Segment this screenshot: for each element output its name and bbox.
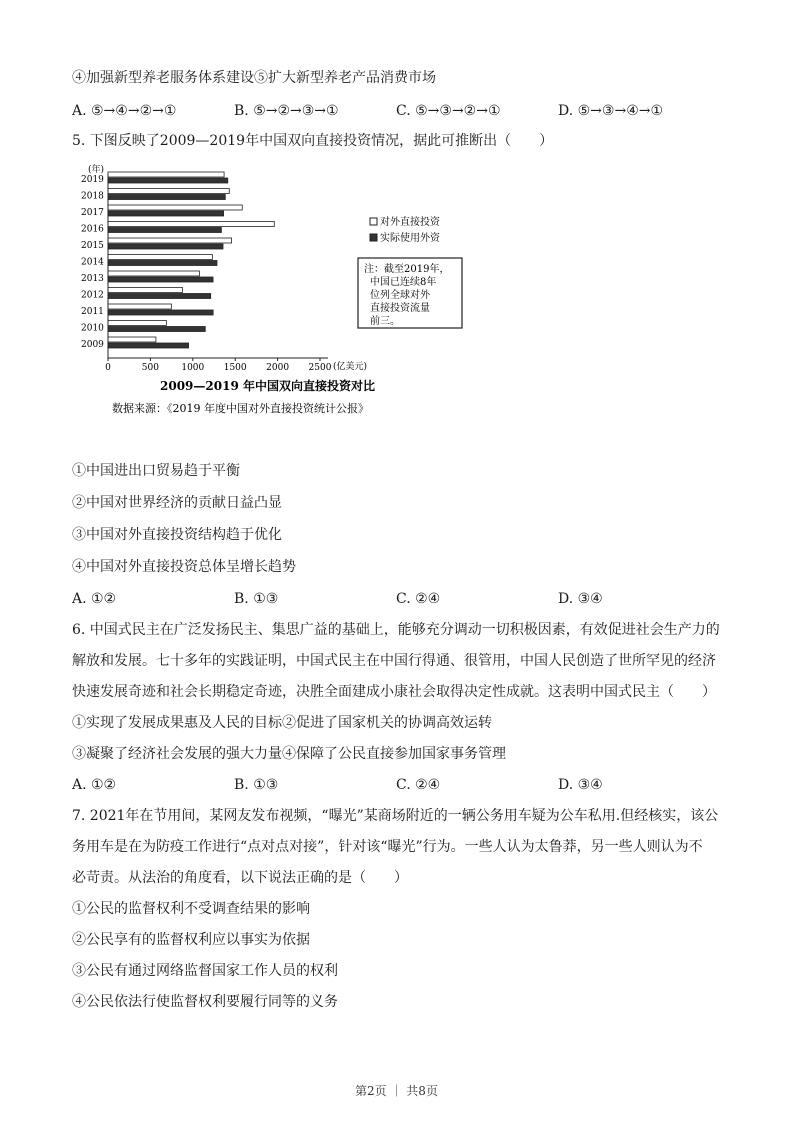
bar-ofdi xyxy=(108,205,242,210)
y-tick-label: 2019 xyxy=(81,175,104,185)
y-tick-label: 2012 xyxy=(81,290,104,301)
bar-fdi xyxy=(108,277,213,282)
choice-d: D. ③④ xyxy=(558,591,603,607)
bar-fdi xyxy=(108,294,211,299)
choice-d: D. ⑤→③→④→① xyxy=(558,103,664,119)
q7-line: 7. 2021年在节用间，某网友发布视频，“曝光”某商场附近的一辆公务用车疑为公车私用.但经核实，该公 xyxy=(72,808,719,824)
x-tick-label: 2500 xyxy=(308,363,332,373)
bar-ofdi xyxy=(108,222,274,227)
q6-line: 解放和发展。七十多年的实践证明，中国式民主在中国行得通、很管用，中国人民创造了世所罕见的经济 xyxy=(72,653,716,669)
y-tick-label: 2015 xyxy=(81,241,104,251)
choice-a: A. ⑤→④→②→① xyxy=(72,103,177,119)
y-tick-label: 2009 xyxy=(81,340,104,350)
x-tick-label: 1500 xyxy=(223,363,247,373)
bar-fdi xyxy=(108,228,221,233)
bar-fdi xyxy=(108,327,205,332)
y-unit-label: (年) xyxy=(88,165,105,175)
y-tick-label: 2018 xyxy=(81,191,104,202)
bar-fdi xyxy=(108,261,217,266)
investment-chart xyxy=(78,160,478,422)
choice-b: B. ⑤→②→③→① xyxy=(234,103,339,119)
annotation-line: 前三。 xyxy=(370,316,400,327)
bar-ofdi xyxy=(108,189,229,194)
choice-b: B. ①③ xyxy=(234,591,279,607)
q4-option-line: ④加强新型养老服务体系建设⑤扩大新型养老产品消费市场 xyxy=(72,70,436,86)
choice-a: A. ①② xyxy=(72,591,117,607)
bar-ofdi xyxy=(108,304,171,309)
annotation-line: 直接投资流量 xyxy=(370,303,430,314)
q7-line: ③公民有通过网络监督国家工作人员的权利 xyxy=(72,963,338,979)
annotation-line: 注：截至2019年， xyxy=(364,264,450,275)
q5-stem: 5. 下图反映了2009—2019年中国双向直接投资情况，据此可推断出（ ） xyxy=(72,133,554,149)
legend-label-fdi: 实际使用外资 xyxy=(380,233,440,244)
q5-item: ①中国进出口贸易趋于平衡 xyxy=(72,463,240,479)
bar-ofdi xyxy=(108,238,232,243)
x-tick-label: 500 xyxy=(141,363,159,373)
legend-swatch-fdi xyxy=(370,234,377,241)
bar-fdi xyxy=(108,211,224,216)
q7-line: 必苛责。从法治的角度看，以下说法正确的是（ ） xyxy=(72,870,408,886)
legend-label-ofdi: 对外直接投资 xyxy=(380,217,440,228)
annotation-box xyxy=(358,258,462,328)
legend-swatch-ofdi xyxy=(370,218,377,225)
y-tick-label: 2013 xyxy=(81,274,104,284)
y-tick-label: 2016 xyxy=(81,224,104,235)
y-tick-label: 2017 xyxy=(81,208,104,218)
q6-line: 6. 中国式民主在广泛发扬民主、集思广益的基础上，能够充分调动一切积极因素，有效促进社会生产力的 xyxy=(72,622,720,638)
bar-ofdi xyxy=(108,337,156,342)
q7-line: ①公民的监督权利不受调查结果的影响 xyxy=(72,901,310,917)
choice-a: A. ①② xyxy=(72,777,117,793)
bar-ofdi xyxy=(108,321,166,326)
bar-fdi xyxy=(108,195,225,200)
bar-ofdi xyxy=(108,271,199,276)
choice-d: D. ③④ xyxy=(558,777,603,793)
choice-c: C. ②④ xyxy=(396,777,441,793)
annotation-line: 中国已连续8年 xyxy=(370,277,437,288)
legend xyxy=(370,215,441,244)
choice-c: C. ②④ xyxy=(396,591,441,607)
q5-item: ④中国对外直接投资总体呈增长趋势 xyxy=(72,559,296,575)
q5-item: ②中国对世界经济的贡献日益凸显 xyxy=(72,495,282,511)
x-tick-label: 0 xyxy=(105,363,111,373)
x-tick-label: 1000 xyxy=(181,363,205,373)
page-footer: 第2页 ｜ 共8页 xyxy=(355,1084,438,1098)
annotation-line: 位列全球对外 xyxy=(370,290,430,301)
bar-fdi xyxy=(108,244,223,249)
q5-item: ③中国对外直接投资结构趋于优化 xyxy=(72,527,282,543)
x-unit-label: (亿美元) xyxy=(333,362,368,372)
y-tick-label: 2010 xyxy=(81,323,104,334)
q6-line: 快速发展奇迹和社会长期稳定奇迹，决胜全面建成小康社会取得决定性成就。这表明中国式民主（ ） xyxy=(72,684,716,700)
choice-b: B. ①③ xyxy=(234,777,279,793)
x-tick-label: 2000 xyxy=(266,363,290,373)
y-tick-label: 2014 xyxy=(81,257,104,268)
bar-fdi xyxy=(108,178,228,183)
bar-ofdi xyxy=(108,255,212,260)
bar-ofdi xyxy=(108,288,182,293)
choice-c: C. ⑤→③→②→① xyxy=(396,103,501,119)
q7-line: 务用车是在为防疫工作进行“点对点对接”，针对该“曝光”行为。一些人认为太鲁莽，另一些人则认为不 xyxy=(72,839,703,855)
q7-line: ④公民依法行使监督权利要履行同等的义务 xyxy=(72,994,338,1010)
q6-line: ①实现了发展成果惠及人民的目标②促进了国家机关的协调高效运转 xyxy=(72,715,492,731)
q6-line: ③凝聚了经济社会发展的强大力量④保障了公民直接参加国家事务管理 xyxy=(72,746,506,762)
q7-line: ②公民享有的监督权利应以事实为依据 xyxy=(72,932,310,948)
chart-source: 数据来源：《2019 年度中国对外直接投资统计公报》 xyxy=(112,402,369,415)
chart-title: 2009—2019 年中国双向直接投资对比 xyxy=(160,379,375,393)
bar-fdi xyxy=(108,343,189,348)
chart-svg xyxy=(78,160,478,422)
y-tick-label: 2011 xyxy=(81,307,104,317)
bar-ofdi xyxy=(108,172,224,177)
bar-fdi xyxy=(108,310,213,315)
